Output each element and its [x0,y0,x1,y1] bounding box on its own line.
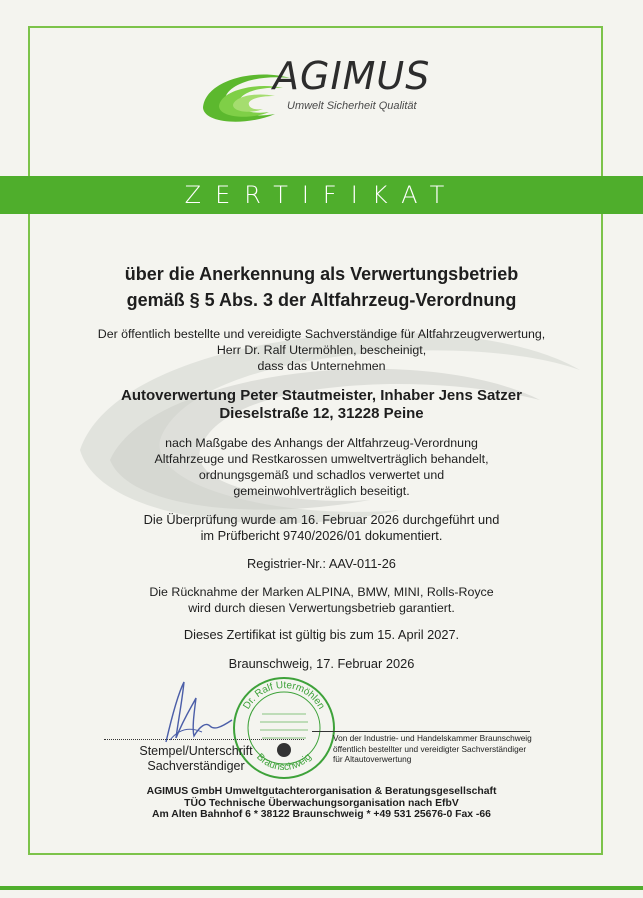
company-name: Autoverwertung Peter Stautmeister, Inhaber Jens Satzer [121,387,522,404]
brands-line: Die Rücknahme der Marken ALPINA, BMW, MINI, Rolls-Royce [149,585,494,599]
register-number: Registrier-Nr.: AAV-011-26 [247,556,396,571]
inspection-line: Die Überprüfung wurde am 16. Februar 2026 durchgeführt und [143,512,500,527]
body-line: nach Maßgabe des Anhangs der Altfahrzeug-Verordnung [165,436,478,450]
footer-line: Am Alten Bahnhof 6 * 38122 Braunschweig * +49 531 25676-0 Fax -66 [152,809,491,820]
body-line: ordnungsgemäß und schadlos verwertet und [198,468,445,482]
ihk-note [333,733,553,765]
stamp-bottom-text: Braunschweig [254,751,314,774]
body-line: Altfahrzeuge und Restkarossen umweltverträglich behandelt, [154,452,489,466]
inspection-line: im Prüfbericht 9740/2026/01 dokumentiert. [200,528,443,543]
signature-line [104,739,304,740]
heading-line-2: gemäß § 5 Abs. 3 der Altfahrzeug-Verordnung [126,290,517,310]
certificate-banner [0,176,643,214]
ihk-divider [312,731,530,732]
ihk-line: Von der Industrie- und Handelskammer Braunschweig [333,733,532,743]
validity: Dieses Zertifikat ist gültig bis zum 15. April 2027. [183,627,460,642]
footer-line: AGIMUS GmbH Umweltgutachterorganisation & Beratungsgesellschaft [146,786,497,797]
stamp-top-text: Dr. Ralf Utermöhlen [241,679,327,712]
agimus-logo [195,50,455,130]
heading-line-1: über die Anerkennung als Verwertungsbetrieb [124,264,519,284]
ihk-line: öffentlich bestellter und vereidigter Sachverständiger [333,743,527,754]
place-date: Braunschweig, 17. Februar 2026 [228,656,415,671]
signature-label-line-2: Sachverständiger [147,759,245,773]
logo-tagline: Umwelt Sicherheit Qualität [287,100,417,112]
ihk-line: für Altautoverwertung [333,754,412,764]
signature-label [96,744,296,774]
handwritten-signature [148,676,238,746]
bottom-stripe [0,886,643,890]
body-line: gemeinwohlverträglich beseitigt. [233,484,410,498]
intro-line: dass das Unternehmen [257,359,386,373]
brands-line: wird durch diesen Verwertungsbetrieb garantiert. [188,601,455,615]
company-address: Dieselstraße 12, 31228 Peine [219,405,424,422]
footer-line: TÜO Technische Überwachungsorganisation nach EfbV [184,797,459,809]
intro-line: Der öffentlich bestellte und vereidigte Sachverständige für Altfahrzeugverwertung, [97,327,546,341]
footer [0,786,643,821]
intro-line: Herr Dr. Ralf Utermöhlen, bescheinigt, [216,343,427,357]
svg-text:Dr. Ralf Utermöhlen [241,680,326,712]
banner-title: ZERTIFIKAT [184,181,459,209]
signature-label-line-1: Stempel/Unterschrift [139,744,253,758]
logo-name: AGIMUS [273,54,431,98]
